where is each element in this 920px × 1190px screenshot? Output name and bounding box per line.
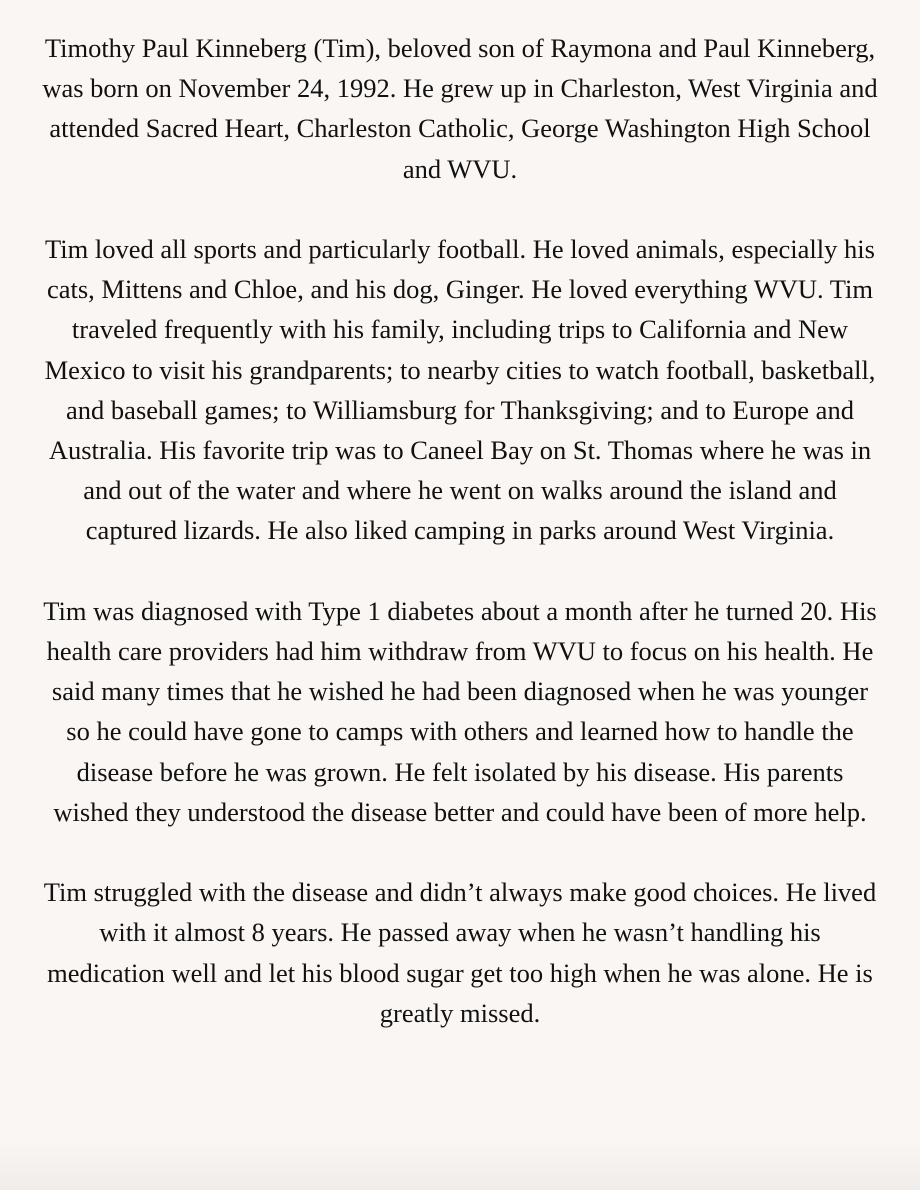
obituary-text — [40, 28, 880, 1073]
paragraph-interests: Tim loved all sports and particularly football. He loved animals, especially his cats, Mittens and Chloe, and his dog, Ginger. He loved everything WVU. Tim traveled frequently with his family, including trips to California and New Mexico to visit his grandparents; to nearby cities to watch football, basketball, and baseball games; to Williamsburg for Thanksgiving; and to Europe and Australia. His favorite trip was to Caneel Bay on St. Thomas where he was in and out of the water and where he went on walks around the island and captured lizards. He also liked camping in parks around West Virginia. — [44, 234, 876, 546]
paragraph-passing: Tim struggled with the disease and didn’t always make good choices. He lived with it almost 8 years. He passed away when he wasn’t handling his medication well and let his blood sugar get too high when he was alone. He is greatly missed. — [43, 877, 877, 1028]
paragraph-early-life: Timothy Paul Kinneberg (Tim), beloved son of Raymona and Paul Kinneberg, was born on November 24, 1992. He grew up in Charleston, West Virginia and attended Sacred Heart, Charleston Catholic, George Washington High School and WVU. — [42, 33, 878, 184]
paragraph-diagnosis: Tim was diagnosed with Type 1 diabetes about a month after he turned 20. His health care providers had him withdraw from WVU to focus on his health. He said many times that he wished he had been diagnosed when he was younger so he could have gone to camps with others and learned how to handle the disease before he was grown. He felt isolated by his disease. His parents wished they understood the disease better and could have been of more help. — [43, 595, 877, 827]
